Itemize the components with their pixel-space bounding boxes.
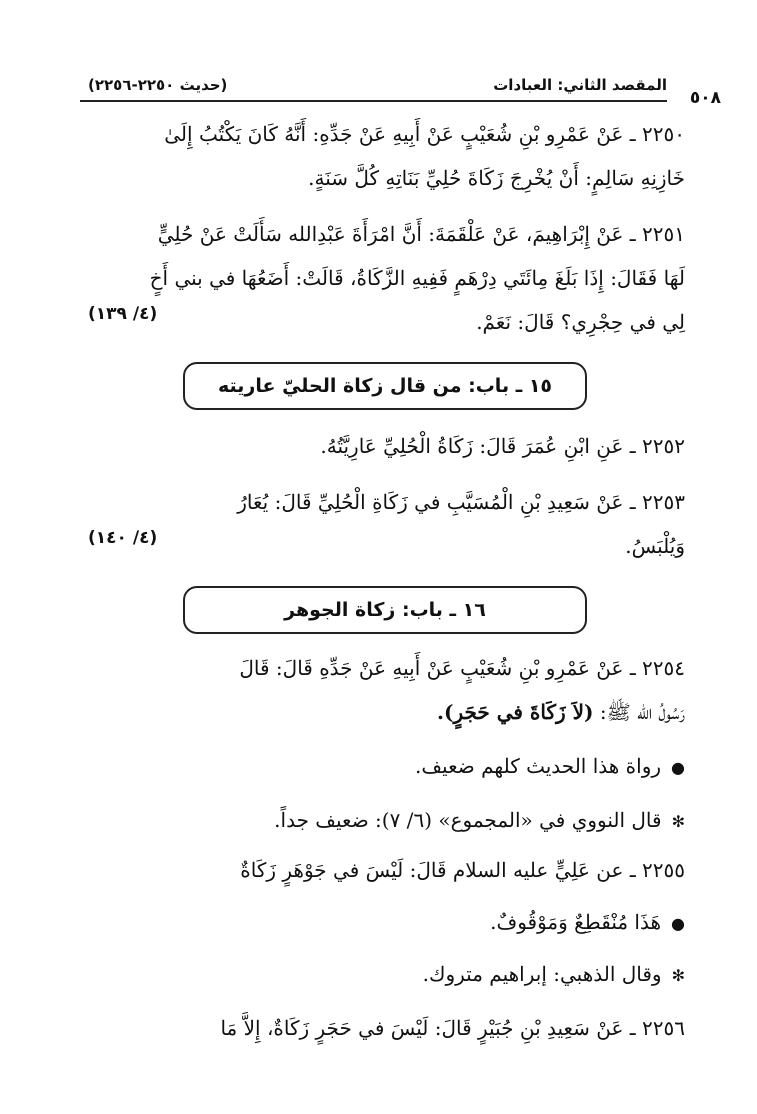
hadith-2253 <box>70 480 685 568</box>
hadith-2252 <box>70 424 685 468</box>
page-number: ٥٠٨ <box>689 88 721 108</box>
hadith-2255 <box>70 848 685 892</box>
bullet-note: ● رواة هذا الحديث كلهم ضعيف. <box>70 744 685 790</box>
volume-page-ref: (٤/ ١٤٠) <box>88 528 158 548</box>
text-line: ٢٢٥٦ ـ عَنْ سَعِيدِ بْنِ جُبَيْرٍ قَالَ: لَيْسَ في حَجَرٍ زَكَاةٌ، إِلاَّ مَا <box>220 1016 685 1040</box>
text-segment: رَسُولُ الله ﷺ: <box>599 700 685 724</box>
star-note: ✻ قال النووي في «المجموع» (٦/ ٧): ضعيف جداً. <box>70 798 685 844</box>
header-rule <box>80 100 667 102</box>
chapter-heading-16: ١٦ ـ باب: زكاة الجوهر <box>183 586 587 634</box>
hadith-2250 <box>70 112 685 200</box>
text-line: ٢٢٥٣ ـ عَنْ سَعِيدِ بْنِ الْمُسَيَّبِ في زَكَاةِ الْحُلِيِّ قَالَ: يُعَارُ <box>237 490 685 514</box>
hadith-range: (حديث ٢٢٥٠-٢٢٥٦) <box>88 76 228 94</box>
prophetic-saying: (لاَ زَكَاةَ في حَجَرٍ). <box>437 700 594 724</box>
text-line: خَازِنِهِ سَالِمٍ: أَنْ يُخْرِجَ زَكَاةَ حُلِيِّ بَنَاتِهِ كُلَّ سَنَةٍ. <box>308 166 685 190</box>
commentary-notes-2 <box>70 900 685 998</box>
chapter-heading-15: ١٥ ـ باب: من قال زكاة الحليّ عاريته <box>183 362 587 410</box>
text-line: لَهَا فَقَالَ: إِذَا بَلَغَ مِائَتَي دِرْهَمٍ فَفِيهِ الزَّكَاةُ، قَالَتْ: أَضَعُهَا في بني أَخٍ <box>149 266 685 290</box>
hadith-2254 <box>70 646 685 734</box>
text-line: لِي في حِجْرِي؟ قَالَ: نَعَمْ. <box>476 310 685 334</box>
hadith-2251 <box>70 212 685 344</box>
bullet-note: ● هَذَا مُنْقَطِعٌ وَمَوْقُوفٌ. <box>70 900 685 946</box>
star-note: ✻ وقال الذهبي: إبراهيم متروك. <box>70 952 685 998</box>
section-title: المقصد الثاني: العبادات <box>493 76 667 94</box>
text-line: وَيُلْبَسُ. <box>625 534 685 558</box>
page-header <box>72 70 721 108</box>
text-line: ٢٢٥٢ ـ عَنِ ابْنِ عُمَرَ قَالَ: زَكَاةُ الْحُلِيِّ عَارِيَّتُهُ. <box>320 434 685 458</box>
commentary-notes <box>70 744 685 844</box>
volume-page-ref: (٤/ ١٣٩) <box>88 304 158 324</box>
text-line: ٢٢٥٠ ـ عَنْ عَمْرِو بْنِ شُعَيْبٍ عَنْ أَبِيهِ عَنْ جَدِّهِ: أَنَّهُ كَانَ يَكْتُبُ إِلَىٰ <box>164 122 685 146</box>
text-line: ٢٢٥٥ ـ عن عَلِيٍّ عليه السلام قَالَ: لَيْسَ في جَوْهَرٍ زَكَاةٌ <box>240 858 685 882</box>
text-line: ٢٢٥٤ ـ عَنْ عَمْرِو بْنِ شُعَيْبٍ عَنْ أَبِيهِ عَنْ جَدِّهِ قَالَ: قَالَ <box>239 656 685 680</box>
text-line: ٢٢٥١ ـ عَنْ إِبْرَاهِيمَ، عَنْ عَلْقَمَةَ: أَنَّ امْرَأَةَ عَبْدِالله سَأَلَتْ عَنْ حُلِيٍّ <box>157 222 685 246</box>
hadith-2256 <box>70 1006 685 1050</box>
text-line <box>70 690 685 734</box>
